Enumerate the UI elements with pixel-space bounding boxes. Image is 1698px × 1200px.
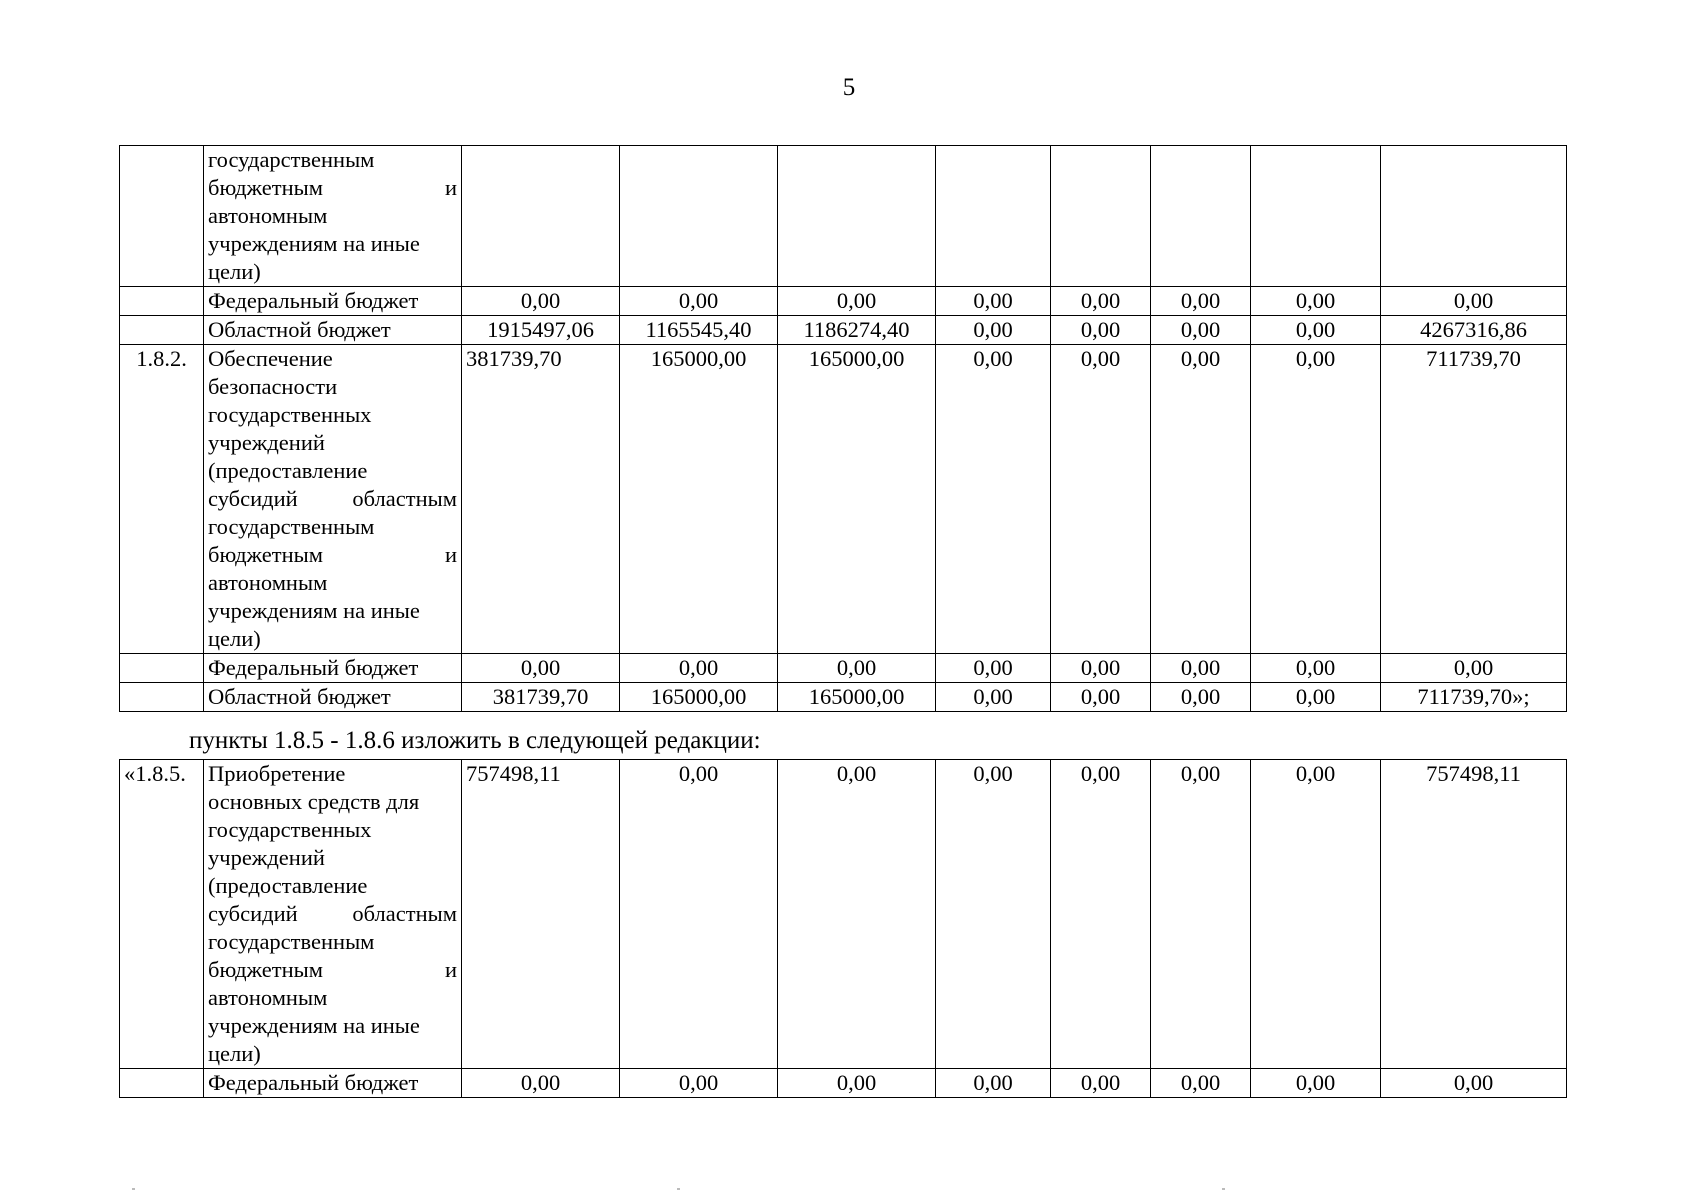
value-cell: 0,00 — [1151, 345, 1251, 654]
item-code: 1.8.2. — [120, 345, 204, 654]
description-line: безопасности — [208, 374, 338, 399]
description-line: (предоставление — [208, 458, 368, 483]
value-cell: 4267316,86 — [1381, 316, 1567, 345]
description-line: учреждений — [208, 845, 325, 870]
value-cell: 0,00 — [1381, 1069, 1567, 1098]
description-line: субсидий областным — [208, 901, 457, 926]
code-cell — [120, 146, 204, 287]
value-cell — [1151, 146, 1251, 287]
value-cell: 0,00 — [1251, 1069, 1381, 1098]
value-cell: 0,00 — [462, 287, 620, 316]
value-cell: 0,00 — [936, 654, 1051, 683]
value-cell: 0,00 — [936, 287, 1051, 316]
value-cell: 0,00 — [1251, 287, 1381, 316]
description-line: автономным — [208, 985, 328, 1010]
value-cell — [1381, 146, 1567, 287]
budget-label: Областной бюджет — [204, 316, 462, 345]
value-cell: 0,00 — [1381, 654, 1567, 683]
value-cell: 0,00 — [778, 1069, 936, 1098]
budget-label: Областной бюджет — [204, 683, 462, 712]
value-cell: 0,00 — [1051, 287, 1151, 316]
description-cell — [204, 760, 462, 1069]
description-line: субсидий областным — [208, 486, 457, 511]
description-line: бюджетным и — [208, 175, 457, 200]
table-row-continuation — [120, 146, 1567, 287]
value-cell: 757498,11 — [1381, 760, 1567, 1069]
description-line: бюджетным и — [208, 957, 457, 982]
table-row-federal — [120, 654, 1567, 683]
value-cell: 1165545,40 — [620, 316, 778, 345]
code-cell — [120, 316, 204, 345]
budget-table-2 — [119, 759, 1567, 1098]
value-cell: 0,00 — [1051, 654, 1151, 683]
description-line: цели) — [208, 1041, 261, 1066]
value-cell: 381739,70 — [462, 345, 620, 654]
description-line: государственных — [208, 817, 372, 842]
code-cell — [120, 654, 204, 683]
budget-label: Федеральный бюджет — [204, 1069, 462, 1098]
value-cell: 0,00 — [936, 1069, 1051, 1098]
value-cell: 0,00 — [620, 287, 778, 316]
value-cell: 0,00 — [620, 1069, 778, 1098]
description-cell — [204, 345, 462, 654]
value-cell — [1251, 146, 1381, 287]
budget-label: Федеральный бюджет — [204, 287, 462, 316]
value-cell: 0,00 — [1251, 683, 1381, 712]
value-cell: 165000,00 — [778, 345, 936, 654]
value-cell: 0,00 — [620, 654, 778, 683]
page-number: 5 — [842, 74, 856, 101]
description-line: основных средств для — [208, 789, 420, 814]
value-cell: 0,00 — [936, 345, 1051, 654]
value-cell: 0,00 — [1151, 654, 1251, 683]
value-cell: 0,00 — [462, 654, 620, 683]
value-cell: 165000,00 — [778, 683, 936, 712]
description-line: бюджетным и — [208, 542, 457, 567]
code-cell — [120, 287, 204, 316]
value-cell: 0,00 — [1151, 316, 1251, 345]
table-row-federal — [120, 287, 1567, 316]
code-cell — [120, 1069, 204, 1098]
value-cell — [462, 146, 620, 287]
value-cell — [778, 146, 936, 287]
description-line: Обеспечение — [208, 346, 333, 371]
description-line: автономным — [208, 203, 328, 228]
scan-artifact — [132, 1188, 135, 1190]
value-cell: 0,00 — [1251, 654, 1381, 683]
value-cell: 0,00 — [1381, 287, 1567, 316]
table-row-item — [120, 760, 1567, 1069]
value-cell: 0,00 — [1051, 760, 1151, 1069]
code-cell — [120, 683, 204, 712]
description-line: цели) — [208, 626, 261, 651]
value-cell — [936, 146, 1051, 287]
value-cell: 165000,00 — [620, 345, 778, 654]
value-cell: 0,00 — [1051, 1069, 1151, 1098]
item-code: «1.8.5. — [120, 760, 204, 1069]
value-cell: 0,00 — [936, 316, 1051, 345]
value-cell — [620, 146, 778, 287]
value-cell: 165000,00 — [620, 683, 778, 712]
value-cell: 0,00 — [1251, 316, 1381, 345]
description-line: государственным — [208, 929, 375, 954]
scan-artifact — [677, 1188, 680, 1190]
table-row-federal — [120, 1069, 1567, 1098]
value-cell: 0,00 — [620, 760, 778, 1069]
description-line: государственным — [208, 514, 375, 539]
description-line: учреждениям на иные — [208, 231, 420, 256]
description-line: государственных — [208, 402, 372, 427]
value-cell: 711739,70 — [1381, 345, 1567, 654]
value-cell: 1915497,06 — [462, 316, 620, 345]
value-cell: 0,00 — [462, 1069, 620, 1098]
value-cell: 0,00 — [778, 654, 936, 683]
description-line: учреждений — [208, 430, 325, 455]
instruction-text: пункты 1.8.5 - 1.8.6 изложить в следующей редакции: — [189, 727, 761, 754]
value-cell: 0,00 — [1051, 316, 1151, 345]
value-cell: 0,00 — [936, 683, 1051, 712]
description-line: государственным — [208, 147, 375, 172]
table-row-regional — [120, 683, 1567, 712]
value-cell: 0,00 — [1051, 683, 1151, 712]
value-cell: 0,00 — [936, 760, 1051, 1069]
value-cell: 0,00 — [1251, 345, 1381, 654]
description-cell — [204, 146, 462, 287]
value-cell: 0,00 — [1251, 760, 1381, 1069]
value-cell: 711739,70»; — [1381, 683, 1567, 712]
table-row-regional — [120, 316, 1567, 345]
value-cell: 0,00 — [778, 287, 936, 316]
value-cell — [1051, 146, 1151, 287]
table-row-item — [120, 345, 1567, 654]
description-line: автономным — [208, 570, 328, 595]
budget-label: Федеральный бюджет — [204, 654, 462, 683]
value-cell: 0,00 — [1151, 1069, 1251, 1098]
scan-artifact — [1222, 1188, 1225, 1190]
budget-table-1 — [119, 145, 1567, 712]
value-cell: 381739,70 — [462, 683, 620, 712]
value-cell: 0,00 — [778, 760, 936, 1069]
description-line: цели) — [208, 259, 261, 284]
value-cell: 0,00 — [1151, 287, 1251, 316]
description-line: Приобретение — [208, 761, 346, 786]
value-cell: 0,00 — [1151, 760, 1251, 1069]
value-cell: 0,00 — [1051, 345, 1151, 654]
value-cell: 1186274,40 — [778, 316, 936, 345]
description-line: учреждениям на иные — [208, 598, 420, 623]
description-line: учреждениям на иные — [208, 1013, 420, 1038]
description-line: (предоставление — [208, 873, 368, 898]
value-cell: 757498,11 — [462, 760, 620, 1069]
value-cell: 0,00 — [1151, 683, 1251, 712]
